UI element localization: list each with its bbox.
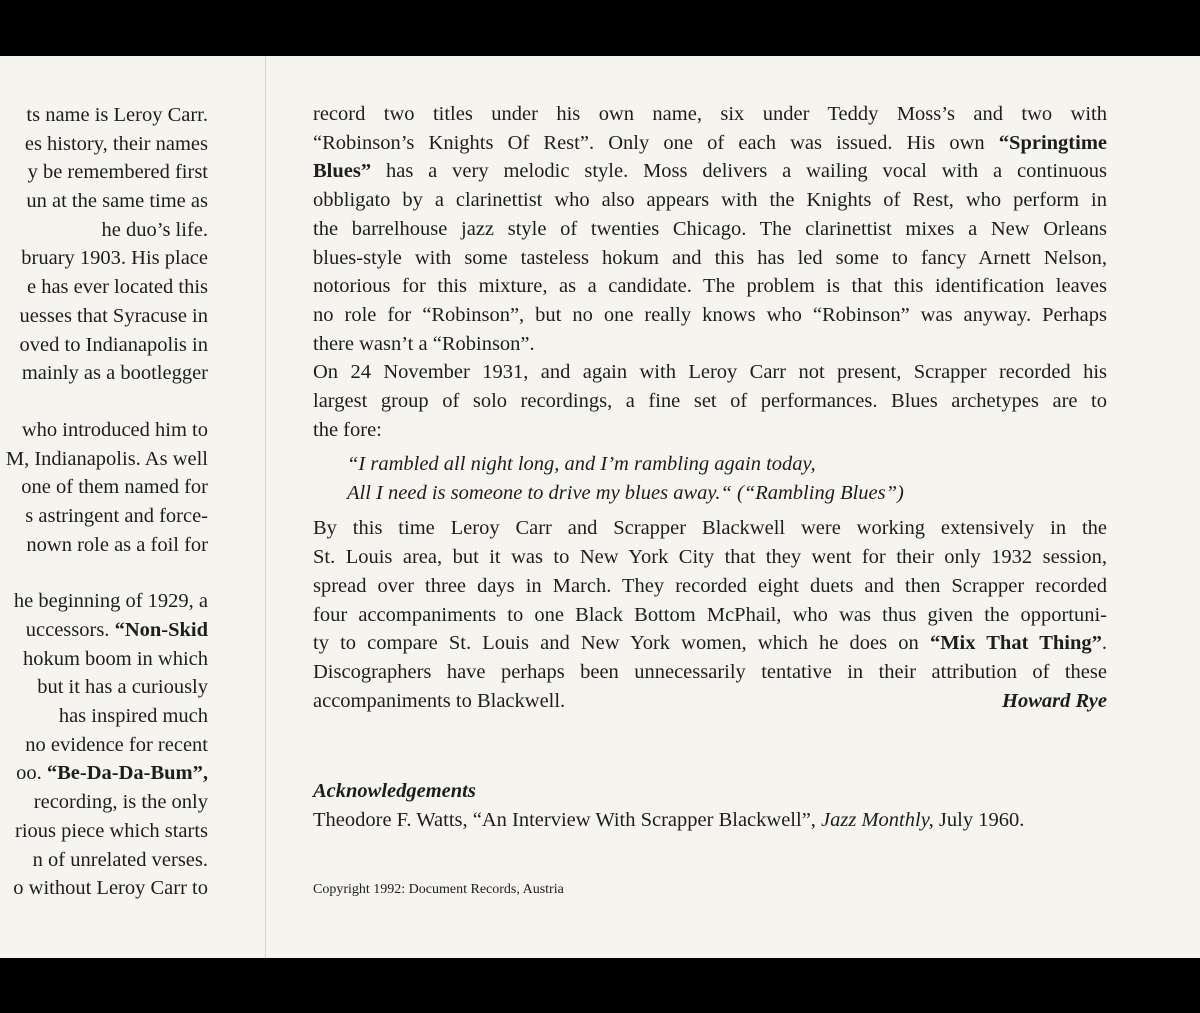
author-signature: Howard Rye	[1002, 689, 1107, 712]
p3-line-4: four accompaniments to one Black Bottom McPhail, who was thus given the opportuni-	[313, 603, 1107, 626]
left-line-8: uesses that Syracuse in	[19, 304, 208, 327]
p3-line-5	[313, 629, 1107, 658]
p1-line-2-text: “Robinson’s Knights Of Rest”. Only one of each was issued. His own	[313, 131, 999, 154]
p3-line-7	[313, 687, 1107, 716]
left-line-7: e has ever located this	[26, 276, 208, 299]
p1-line-7: notorious for this mixture, as a candidate. The problem is that this identification leaves	[313, 275, 1107, 298]
paragraph-solo-recordings	[313, 358, 1107, 444]
left-line-14: one of them named for	[21, 476, 208, 499]
left-line-13: M, Indianapolis. As well	[5, 447, 208, 470]
p2-line-3: the fore:	[313, 418, 382, 441]
p1-line-4: obbligato by a clarinettist who also appears with the Knights of Rest, who perform in	[313, 189, 1107, 212]
p1-line-8: no role for “Robinson”, but no one really knows who “Robinson” was anyway. Perhaps	[313, 303, 1107, 326]
p1-line-3	[313, 157, 1107, 186]
song-title-be-da-da-bum: “Be-Da-Da-Bum”,	[46, 762, 208, 785]
left-line-21: but it has a curiously	[37, 676, 208, 699]
lyrics-quote	[347, 450, 1107, 508]
paragraph-robinson	[313, 100, 1107, 358]
song-title-mix-that-thing: “Mix That Thing”	[929, 632, 1102, 655]
right-page-panel	[266, 56, 1200, 958]
right-page-column	[313, 100, 1107, 835]
left-line-24	[0, 759, 208, 788]
p1-line-3-text: has a very melodic style. Moss delivers a wailing vocal with a continuous	[371, 160, 1107, 183]
copyright-notice: Copyright 1992: Document Records, Austria	[313, 882, 564, 897]
left-line-18: he beginning of 1929, a	[13, 590, 208, 613]
left-line-10: mainly as a bootlegger	[21, 362, 208, 385]
acknowledgements-citation	[313, 806, 1107, 835]
left-line-9: oved to Indianapolis in	[19, 333, 208, 356]
left-line-3: y be remembered first	[27, 161, 208, 184]
p3-line-7-text: accompaniments to Blackwell.	[313, 689, 566, 712]
left-line-5: he duo’s life.	[101, 218, 208, 241]
left-paragraph-gap	[0, 388, 208, 416]
left-line-27: n of unrelated verses.	[32, 848, 208, 871]
left-line-15: s astringent and force-	[25, 504, 208, 527]
song-title-springtime: “Springtime	[998, 131, 1107, 154]
left-line-16: nown role as a foil for	[26, 533, 208, 556]
left-line-1: ts name is Leroy Carr.	[26, 104, 208, 126]
p2-line-1: On 24 November 1931, and again with Leroy Carr not present, Scrapper recorded his	[313, 361, 1107, 384]
left-line-2: es history, their names	[24, 132, 208, 155]
left-line-4: un at the same time as	[26, 190, 208, 213]
p3-line-2: St. Louis area, but it was to New York City that they went for their only 1932 session,	[313, 546, 1107, 569]
p1-line-5: the barrelhouse jazz style of twenties Chicago. The clarinettist mixes a New Orleans	[313, 217, 1107, 240]
song-title-non-skid: “Non-Skid	[114, 619, 208, 641]
left-page-text	[0, 101, 208, 903]
p3-line-1: By this time Leroy Carr and Scrapper Blackwell were working extensively in the	[313, 517, 1107, 540]
song-title-blues: Blues”	[313, 160, 372, 183]
quote-line-1: “I rambled all night long, and I’m rambling again today,	[347, 453, 816, 476]
p1-line-1: record two titles under his own name, six under Teddy Moss’s and two with	[313, 103, 1107, 125]
left-line-25: recording, is the only	[33, 791, 208, 814]
citation-journal: Jazz Monthly,	[821, 809, 934, 832]
citation-text: Theodore F. Watts, “An Interview With Scrapper Blackwell”,	[313, 809, 822, 832]
left-line-24-text: oo.	[16, 762, 47, 785]
left-line-23: no evidence for recent	[25, 733, 208, 756]
left-line-19-text: uccessors.	[25, 619, 115, 641]
p1-line-6: blues-style with some tasteless hokum and this has led some to fancy Arnett Nelson,	[313, 246, 1107, 269]
p3-line-6: Discographers have perhaps been unnecessarily tentative in their attribution of these	[313, 660, 1107, 683]
left-line-26: rious piece which starts	[15, 819, 208, 842]
p3-line-5-period: .	[1101, 632, 1107, 655]
left-line-28: o without Leroy Carr to	[13, 877, 208, 900]
paragraph-new-york	[313, 514, 1107, 715]
quote-line-2: All I need is someone to drive my blues away.“ (“Rambling Blues”)	[347, 482, 904, 505]
acknowledgements-heading: Acknowledgements	[313, 780, 476, 803]
p3-line-5-text: ty to compare St. Louis and New York women, which he does on	[313, 632, 930, 655]
citation-date: July 1960.	[933, 809, 1025, 832]
left-paragraph-gap	[0, 559, 208, 587]
p1-line-2	[313, 129, 1107, 158]
left-line-6: bruary 1903. His place	[21, 247, 208, 270]
left-line-22: has inspired much	[58, 705, 208, 728]
left-line-20: hokum boom in which	[22, 647, 208, 670]
left-line-12: who introduced him to	[21, 418, 208, 441]
left-page-panel	[0, 56, 266, 958]
p3-line-3: spread over three days in March. They recorded eight duets and then Scrapper recorded	[313, 574, 1107, 597]
p1-line-9: there wasn’t a “Robinson”.	[313, 332, 535, 355]
left-line-19	[0, 616, 208, 645]
p2-line-2: largest group of solo recordings, a fine set of performances. Blues archetypes are to	[313, 390, 1107, 413]
